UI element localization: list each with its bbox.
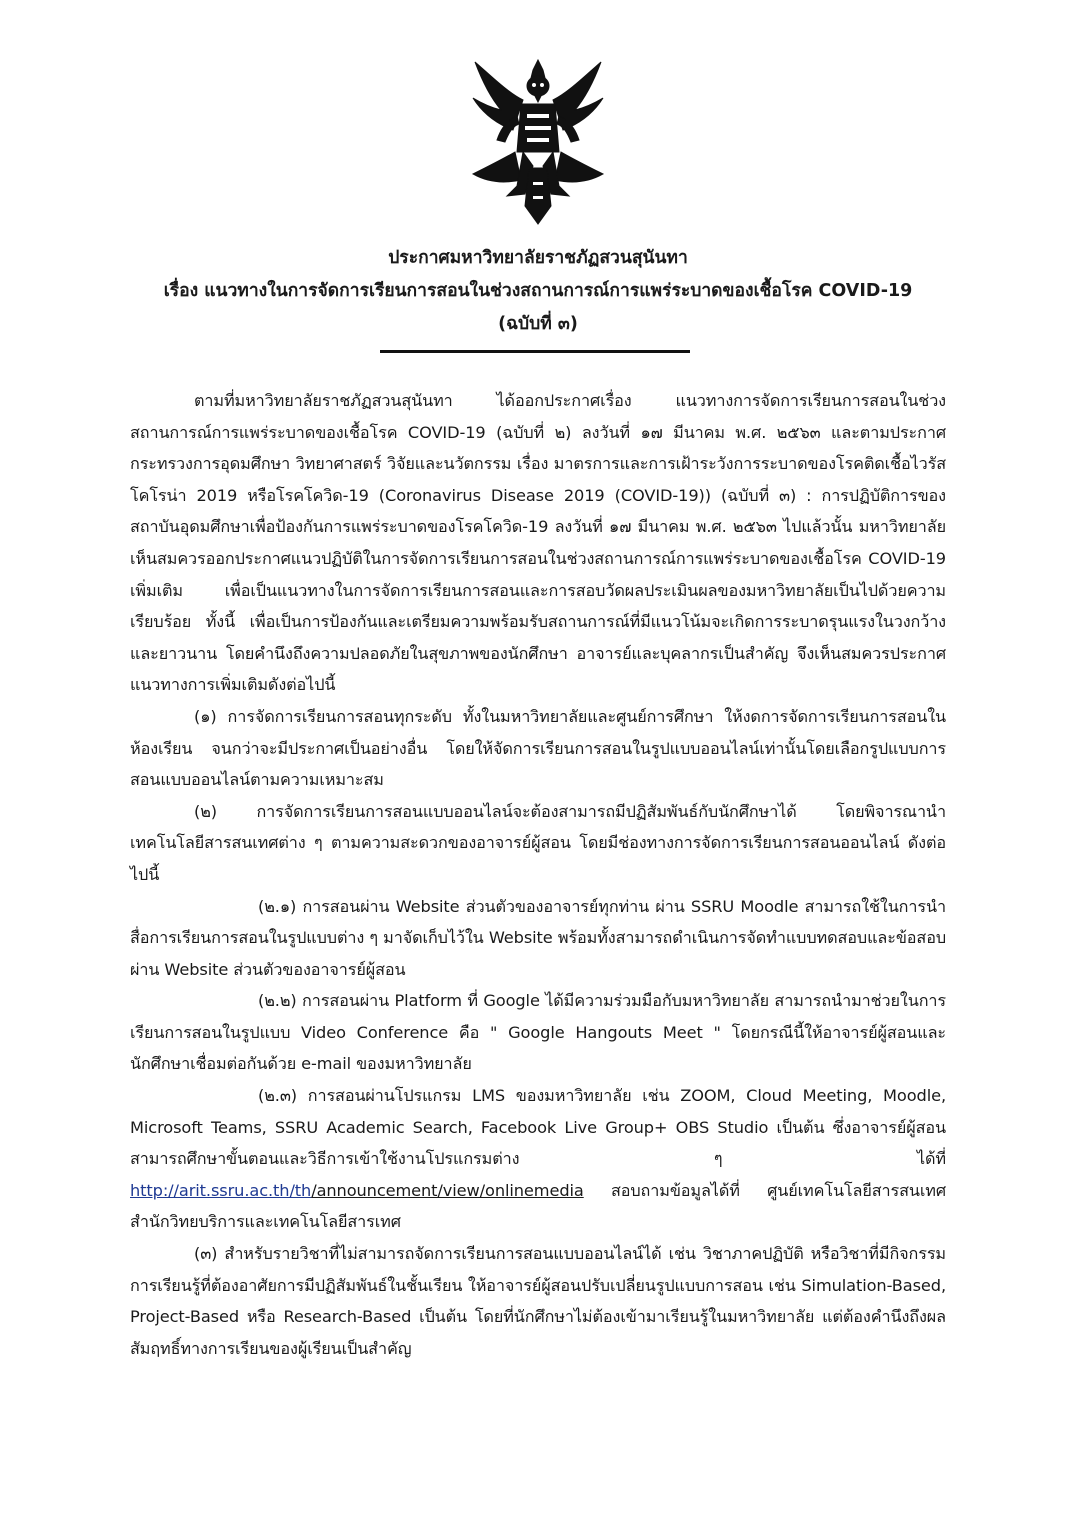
item-2-3-text-before: (๒.๓) การสอนผ่านโปรแกรม LMS ของมหาวิทยาลัย เช่น ZOOM, Cloud Meeting, Moodle, Microsoft Teams, SSRU Academic Search, Facebook Live Group+ OBS Studio เป็นต้น ซึ่งอาจารย์ผู้สอนสามารถศึกษาขั้นตอนและวิธีการเข้าใช้งานโปรแกรมต่าง ๆ ได้ที่ (130, 1086, 946, 1169)
item-2-1-paragraph: (๒.๑) การสอนผ่าน Website ส่วนตัวของอาจารย์ทุกท่าน ผ่าน SSRU Moodle สามารถใช้ในการนำสื่อการเรียนการสอนในรูปแบบต่าง ๆ มาจัดเก็บไว้ใน Website พร้อมทั้งสามารถดำเนินการจัดทำแบบทดสอบและข้อสอบ ผ่าน Website ส่วนตัวของอาจารย์ผู้สอน (130, 896, 946, 979)
item-2-paragraph: (๒) การจัดการเรียนการสอนแบบออนไลน์จะต้องสามารถมีปฏิสัมพันธ์กับนักศึกษาได้ โดยพิจารณานำเทคโนโลยีสารสนเทศต่าง ๆ ตามความสะดวกของอาจารย์ผู้สอน โดยมีช่องทางการจัดการเรียนการสอนออนไลน์ ดังต่อไปนี้ (130, 801, 946, 884)
document-title: ประกาศมหาวิทยาลัยราชภัฏสวนสุนันทา (388, 248, 688, 268)
title-divider (380, 350, 690, 353)
document-subject: เรื่อง แนวทางในการจัดการเรียนการสอนในช่วงสถานการณ์การแพร่ระบาดของเชื้อโรค COVID-19 (163, 281, 913, 301)
document-edition: (ฉบับที่ ๓) (498, 314, 578, 334)
arit-link-path[interactable]: /announcement/view/onlinemedia (311, 1180, 584, 1200)
item-2-3-paragraph (130, 1080, 946, 1238)
item-1-paragraph: (๑) การจัดการเรียนการสอนทุกระดับ ทั้งในมหาวิทยาลัยและศูนย์การศึกษา ให้งดการจัดการเรียนการสอนในห้องเรียน จนกว่าจะมีประกาศเป็นอย่างอื่น โดยให้จัดการเรียนการสอนในรูปแบบออนไลน์เท่านั้นโดยเลือกรูปแบบการสอนแบบออนไลน์ตามความเหมาะสม (130, 706, 946, 790)
item-2-3-text-after: สอบถามข้อมูลได้ที่ ศูนย์เทคโนโลยีสารสนเทศ สำนักวิทยบริการและเทคโนโลยีสารเทศ (130, 1180, 946, 1232)
item-2-2-paragraph: (๒.๒) การสอนผ่าน Platform ที่ Google ได้มีความร่วมมือกับมหาวิทยาลัย สามารถนำมาช่วยในการเรียนการสอนในรูปแบบ Video Conference คือ " Google Hangouts Meet " โดยกรณีนี้ให้อาจารย์ผู้สอนและนักศึกษาเชื่อมต่อกันด้วย e-mail ของมหาวิทยาลัย (130, 991, 946, 1074)
garuda-emblem-icon (467, 56, 609, 228)
item-3-paragraph: (๓) สำหรับรายวิชาที่ไม่สามารถจัดการเรียนการสอนแบบออนไลน์ได้ เช่น วิชาภาคปฏิบัติ หรือวิชาที่มีกิจกรรมการเรียนรู้ที่ต้องอาศัยการมีปฏิสัมพันธ์ในชั้นเรียน ให้อาจารย์ผู้สอนปรับเปลี่ยนรูปแบบการสอน เช่น Simulation-Based, Project-Based หรือ Research-Based เป็นต้น โดยที่นักศึกษาไม่ต้องเข้ามาเรียนรู้ในมหาวิทยาลัย แต่ต้องคำนึงถึงผลสัมฤทธิ์ทางการเรียนของผู้เรียนเป็นสำคัญ (130, 1244, 946, 1358)
intro-paragraph: ตามที่มหาวิทยาลัยราชภัฏสวนสุนันทา ได้ออกประกาศเรื่อง แนวทางการจัดการเรียนการสอนในช่วงสถานการณ์การแพร่ระบาดของเชื้อโรค COVID-19 (ฉบับที่ ๒) ลงวันที่ ๑๗ มีนาคม พ.ศ. ๒๕๖๓ และตามประกาศกระทรวงการอุดมศึกษา วิทยาศาสตร์ วิจัยและนวัตกรรม เรื่อง มาตรการและการเฝ้าระวังการระบาดของโรคติดเชื้อไวรัสโคโรน่า 2019 หรือโรคโควิด-19 (Coronavirus Disease 2019 (COVID-19)) (ฉบับที่ ๓) : การปฏิบัติการของสถาบันอุดมศึกษาเพื่อป้องกันการแพร่ระบาดของโรคโควิด-19 ลงวันที่ ๑๗ มีนาคม พ.ศ. ๒๕๖๓ ไปแล้วนั้น มหาวิทยาลัยเห็นสมควรออกประกาศแนวปฏิบัติในการจัดการเรียนการสอนในช่วงสถานการณ์การแพร่ระบาดของเชื้อโรค COVID-19 เพิ่มเติม เพื่อเป็นแนวทางในการจัดการเรียนการสอนและการสอบวัดผลประเมินผลของมหาวิทยาลัยเป็นไปด้วยความเรียบร้อย ทั้งนี้ เพื่อเป็นการป้องกันและเตรียมความพร้อมรับสถานการณ์ที่มีแนวโน้มจะเกิดการระบาดรุนแรงในวงกว้างและยาวนาน โดยคำนึงถึงความปลอดภัยในสุขภาพของนักศึกษา อาจารย์และบุคลากรเป็นสำคัญ จึงเห็นสมควรประกาศแนวทางการเพิ่มเติมดังต่อไปนี้ (130, 391, 946, 695)
arit-link[interactable]: http://arit.ssru.ac.th/th (130, 1180, 312, 1200)
document-body (130, 385, 946, 1364)
title-block (80, 242, 996, 341)
